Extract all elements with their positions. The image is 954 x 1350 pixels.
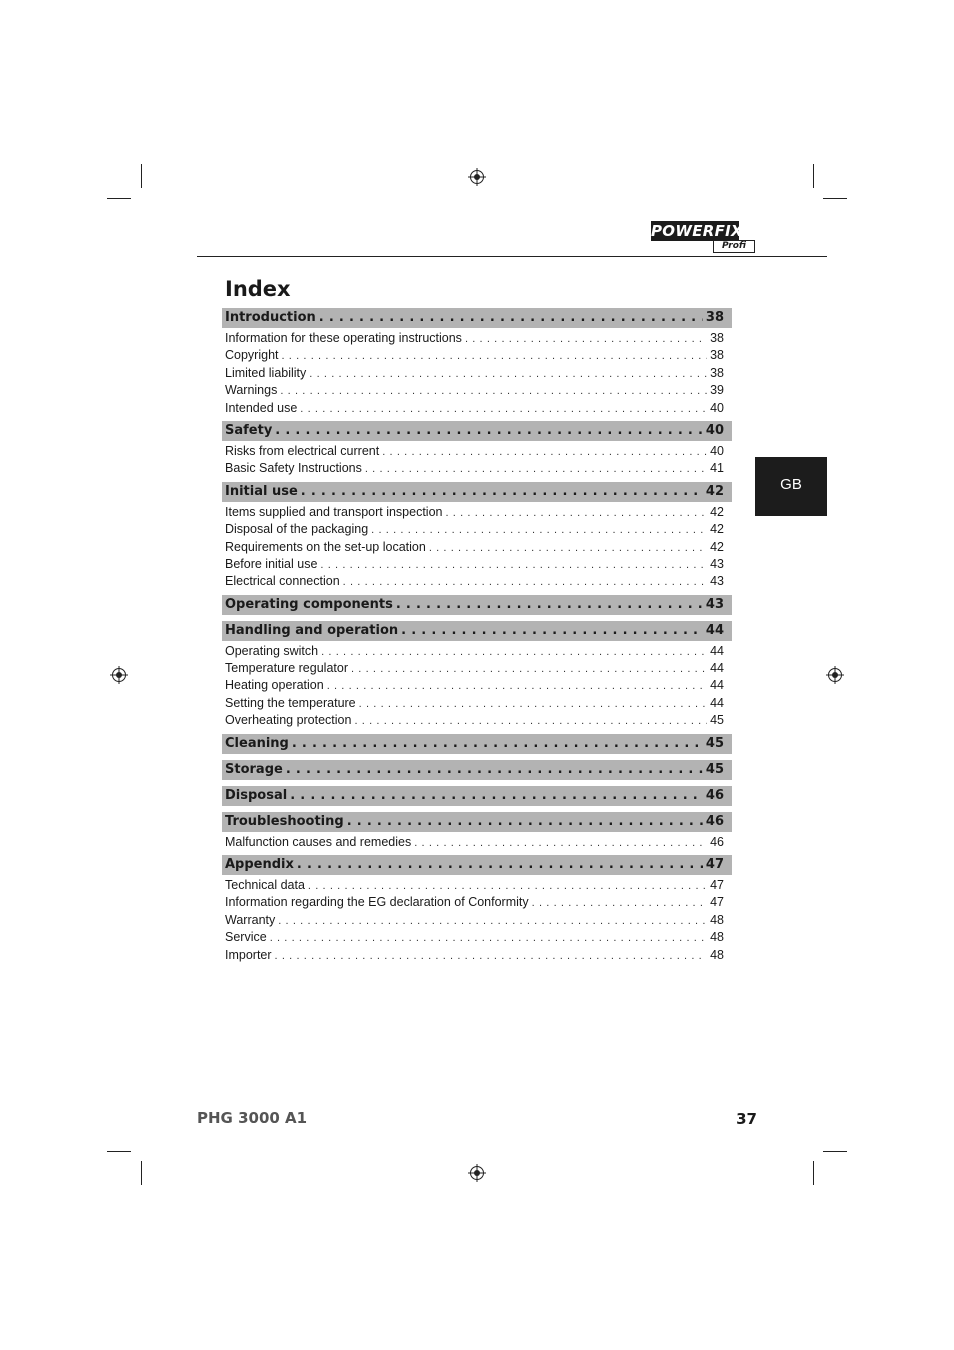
toc-leader bbox=[382, 444, 707, 460]
toc-section[interactable] bbox=[222, 786, 732, 806]
toc-item-label: Malfunction causes and remedies bbox=[225, 834, 412, 849]
toc-leader bbox=[300, 401, 707, 417]
toc-item-label: Requirements on the set-up location bbox=[225, 539, 426, 554]
toc-item[interactable] bbox=[222, 382, 732, 399]
crop-mark-bottom-right-h bbox=[823, 1151, 847, 1152]
toc-section-page: 45 bbox=[705, 761, 724, 777]
toc-item-page: 41 bbox=[710, 461, 724, 476]
toc-leader bbox=[465, 331, 707, 347]
toc-section-title: Initial use bbox=[225, 483, 298, 499]
toc-item-label: Limited liability bbox=[225, 365, 307, 380]
toc-section-title: Safety bbox=[225, 422, 273, 438]
toc-item[interactable] bbox=[222, 521, 732, 538]
toc-section[interactable] bbox=[222, 760, 732, 780]
crop-mark-top-left-h bbox=[107, 198, 131, 199]
toc-item-label: Before initial use bbox=[225, 556, 318, 571]
toc-item-label: Warranty bbox=[225, 912, 276, 927]
header-rule bbox=[197, 256, 827, 257]
toc-leader bbox=[301, 482, 703, 502]
page-title: Index bbox=[225, 277, 291, 301]
toc-item[interactable] bbox=[222, 400, 732, 417]
model-name: PHG 3000 A1 bbox=[197, 1109, 308, 1127]
toc-leader bbox=[282, 348, 708, 364]
toc-item-label: Temperature regulator bbox=[225, 661, 348, 676]
toc-leader bbox=[327, 678, 707, 694]
toc-section-title: Operating components bbox=[225, 596, 393, 612]
toc-section-title: Appendix bbox=[225, 857, 294, 873]
toc-item[interactable] bbox=[222, 504, 732, 521]
toc-item[interactable] bbox=[222, 660, 732, 677]
toc-leader bbox=[343, 574, 707, 590]
toc-leader bbox=[532, 895, 707, 911]
toc-leader bbox=[278, 913, 707, 929]
toc-leader bbox=[319, 308, 703, 328]
toc-item[interactable] bbox=[222, 443, 732, 460]
toc-item-page: 48 bbox=[710, 930, 724, 945]
registration-mark-top-icon bbox=[468, 168, 486, 186]
toc-item[interactable] bbox=[222, 695, 732, 712]
toc-item-page: 44 bbox=[710, 695, 724, 710]
toc-section-title: Troubleshooting bbox=[225, 813, 344, 829]
toc-leader bbox=[429, 540, 707, 556]
toc-item-label: Overheating protection bbox=[225, 713, 352, 728]
toc-item-page: 38 bbox=[710, 348, 724, 363]
toc-item-label: Intended use bbox=[225, 400, 298, 415]
toc-leader bbox=[321, 644, 707, 660]
toc-section[interactable] bbox=[222, 421, 732, 441]
toc-item-page: 47 bbox=[710, 895, 724, 910]
toc-section-page: 42 bbox=[705, 483, 724, 499]
toc-section-page: 45 bbox=[705, 735, 724, 751]
toc-leader bbox=[414, 835, 707, 851]
toc-section-title: Disposal bbox=[225, 787, 288, 803]
toc-leader bbox=[290, 786, 703, 806]
toc-section-page: 44 bbox=[705, 622, 724, 638]
toc-item-page: 40 bbox=[710, 400, 724, 415]
toc-item-label: Service bbox=[225, 930, 267, 945]
toc-leader bbox=[286, 760, 703, 780]
toc-item[interactable] bbox=[222, 556, 732, 573]
toc-section-page: 40 bbox=[705, 422, 724, 438]
language-tab: GB bbox=[755, 457, 827, 516]
toc-item-page: 45 bbox=[710, 713, 724, 728]
toc-item[interactable] bbox=[222, 929, 732, 946]
toc-item[interactable] bbox=[222, 573, 732, 590]
toc-leader bbox=[359, 696, 707, 712]
toc-section[interactable] bbox=[222, 812, 732, 832]
toc-leader bbox=[275, 421, 703, 441]
toc-section-title: Cleaning bbox=[225, 735, 289, 751]
toc-section-page: 43 bbox=[705, 596, 724, 612]
crop-mark-top-left-v bbox=[141, 164, 142, 188]
toc-item[interactable] bbox=[222, 912, 732, 929]
toc-item-label: Copyright bbox=[225, 348, 279, 363]
registration-mark-left-icon bbox=[110, 666, 128, 684]
toc-item-page: 42 bbox=[710, 539, 724, 554]
toc-item[interactable] bbox=[222, 894, 732, 911]
toc-leader bbox=[275, 948, 708, 964]
toc-leader bbox=[270, 930, 707, 946]
toc-item-label: Importer bbox=[225, 947, 272, 962]
toc-item-label: Electrical connection bbox=[225, 574, 340, 589]
toc-item-page: 40 bbox=[710, 443, 724, 458]
toc-leader bbox=[320, 557, 707, 573]
toc-leader bbox=[308, 878, 707, 894]
toc-leader bbox=[280, 383, 707, 399]
toc-item-page: 48 bbox=[710, 912, 724, 927]
toc-item-page: 47 bbox=[710, 878, 724, 893]
toc-leader bbox=[297, 855, 703, 875]
toc-item-label: Technical data bbox=[225, 878, 305, 893]
toc-item[interactable] bbox=[222, 877, 732, 894]
toc-item[interactable] bbox=[222, 712, 732, 729]
brand-name: POWERFIX bbox=[651, 222, 743, 240]
toc-section[interactable] bbox=[222, 482, 732, 502]
toc-section-page: 38 bbox=[705, 310, 724, 325]
toc-item-page: 48 bbox=[710, 947, 724, 962]
brand-sub: Profi bbox=[713, 240, 755, 253]
toc-gap bbox=[222, 964, 732, 968]
toc-leader bbox=[446, 505, 708, 521]
crop-mark-top-right-h bbox=[823, 198, 847, 199]
toc-section-title: Introduction bbox=[225, 310, 316, 325]
toc-leader bbox=[347, 812, 703, 832]
crop-mark-bottom-left-h bbox=[107, 1151, 131, 1152]
toc-item-page: 44 bbox=[710, 643, 724, 658]
toc-section-page: 47 bbox=[705, 857, 724, 873]
toc-item-page: 43 bbox=[710, 556, 724, 571]
toc-section[interactable] bbox=[222, 734, 732, 754]
toc-item-page: 44 bbox=[710, 678, 724, 693]
toc-item-label: Basic Safety Instructions bbox=[225, 461, 362, 476]
toc-item-page: 43 bbox=[710, 574, 724, 589]
toc-item-label: Disposal of the packaging bbox=[225, 522, 369, 537]
toc-leader bbox=[365, 461, 707, 477]
toc-section[interactable] bbox=[222, 308, 732, 328]
toc-leader bbox=[371, 522, 707, 538]
toc-item[interactable] bbox=[222, 677, 732, 694]
toc-item[interactable] bbox=[222, 347, 732, 364]
toc-section-title: Handling and operation bbox=[225, 622, 399, 638]
toc-item[interactable] bbox=[222, 947, 732, 964]
toc-item-page: 39 bbox=[710, 383, 724, 398]
toc-item-page: 46 bbox=[710, 834, 724, 849]
crop-mark-bottom-left-v bbox=[141, 1161, 142, 1185]
toc-item-label: Warnings bbox=[225, 383, 278, 398]
toc-section-page: 46 bbox=[705, 813, 724, 829]
toc-leader bbox=[396, 595, 703, 615]
brand-logo bbox=[651, 221, 755, 253]
toc-item-label: Risks from electrical current bbox=[225, 443, 380, 458]
toc-leader bbox=[309, 366, 707, 382]
toc-leader bbox=[292, 734, 703, 754]
toc-item[interactable] bbox=[222, 834, 732, 851]
toc-item-page: 38 bbox=[710, 331, 724, 345]
toc-item-page: 42 bbox=[710, 522, 724, 537]
toc-item-page: 38 bbox=[710, 365, 724, 380]
registration-mark-right-icon bbox=[826, 666, 844, 684]
toc-item[interactable] bbox=[222, 643, 732, 660]
toc-section[interactable] bbox=[222, 621, 732, 641]
toc-item-label: Setting the temperature bbox=[225, 695, 356, 710]
toc-item-label: Information regarding the EG declaration of Conformity bbox=[225, 895, 529, 910]
toc-item-label: Heating operation bbox=[225, 678, 324, 693]
toc-leader bbox=[401, 621, 703, 641]
toc-item-page: 42 bbox=[710, 504, 724, 519]
toc-item-label: Information for these operating instructions bbox=[225, 331, 462, 345]
toc-item-label: Items supplied and transport inspection bbox=[225, 504, 443, 519]
table-of-contents bbox=[222, 308, 732, 968]
toc-section-title: Storage bbox=[225, 761, 283, 777]
toc-item-page: 44 bbox=[710, 661, 724, 676]
toc-item[interactable] bbox=[222, 330, 732, 347]
page-number: 37 bbox=[736, 1110, 757, 1128]
registration-mark-bottom-icon bbox=[468, 1164, 486, 1182]
toc-item[interactable] bbox=[222, 460, 732, 477]
crop-mark-top-right-v bbox=[813, 164, 814, 188]
toc-section[interactable] bbox=[222, 855, 732, 875]
toc-section-page: 46 bbox=[705, 787, 724, 803]
toc-item[interactable] bbox=[222, 365, 732, 382]
crop-mark-bottom-right-v bbox=[813, 1161, 814, 1185]
toc-item-label: Operating switch bbox=[225, 643, 319, 658]
toc-section[interactable] bbox=[222, 595, 732, 615]
toc-leader bbox=[354, 713, 707, 729]
toc-item[interactable] bbox=[222, 539, 732, 556]
toc-leader bbox=[351, 661, 707, 677]
